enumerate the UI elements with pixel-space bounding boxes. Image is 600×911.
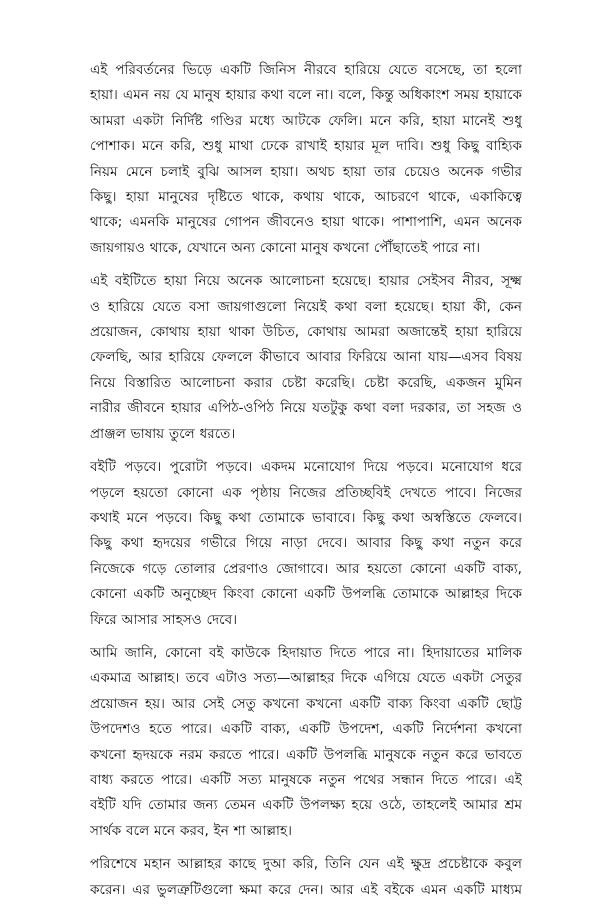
text-line: প্রয়োজন হয়। আর সেই সেতু কখনো কখনো একটি বাক্য কিংবা একটি ছোট্ট [90, 695, 522, 712]
text-line: কিছু। হায়া মানুষের দৃষ্টিতে থাকে, কথায় থাকে, আচরণে থাকে, একাকিত্বে [90, 189, 522, 206]
text-line: আমি জানি, কোনো বই কাউকে হিদায়াত দিতে পারে না। হিদায়াতের মালিক [90, 644, 522, 661]
text-line: এই পরিবর্তনের ভিড়ে একটি জিনিস নীরবে হারিয়ে যেতে বসেছে, তা হলো [90, 62, 522, 78]
paragraph-5 [90, 852, 522, 903]
text-line: জায়গায়ও থাকে, যেখানে অন্য কোনো মানুষ কখনো পৌঁছাতেই পারে না। [90, 239, 481, 256]
page-body [90, 58, 522, 911]
text-line: পড়লে হয়তো কোনো এক পৃষ্ঠায় নিজের প্রতিচ্ছবিই দেখতে পাবে। নিজের [90, 484, 522, 501]
text-line: প্রাঞ্জল ভাষায় তুলে ধরতে। [90, 425, 236, 442]
text-line: নিজেকে গড়ে তোলার প্রেরণাও জোগাবে। আর হয়তো কোনো একটি বাক্য, [90, 560, 522, 577]
text-line: এই বইটিতে হায়া নিয়ে অনেক আলোচনা হয়েছে। হায়ার সেইসব নীরব, সূক্ষ্ম [90, 273, 522, 290]
paragraph-3 [90, 455, 522, 633]
text-line: পোশাক। মনে করি, শুধু মাথা ঢেকে রাখাই হায়ার মূল দাবি। শুধু কিছু বাহ্যিক [90, 138, 522, 155]
text-line: হায়া। এমন নয় যে মানুষ হায়ার কথা বলে না। বলে, কিন্তু অধিকাংশ সময় হায়াকে [90, 87, 522, 104]
text-line: কখনো হৃদয়কে নরম করতে পারে। একটি উপলব্ধি মানুষকে নতুন করে ভাবতে [90, 746, 522, 763]
text-line: কথাই মনে পড়বে। কিছু কথা তোমাকে ভাবাবে। কিছু কথা অস্বস্তিতে ফেলবে। [90, 509, 522, 526]
text-line: নিয়ম মেনে চলাই বুঝি আসল হায়া। অথচ হায়া তার চেয়েও অনেক গভীর [90, 163, 522, 180]
paragraph-1 [90, 58, 522, 261]
text-line: ফিরে আসার সাহসও দেবে। [90, 611, 238, 628]
paragraph-4 [90, 641, 522, 844]
text-line: করেন। এর ভুলত্রুটিগুলো ক্ষমা করে দেন। আর এই বইকে এমন একটি মাধ্যম [90, 881, 522, 898]
text-line: আমরা একটা নির্দিষ্ট গণ্ডির মধ্যে আটকে ফেলি। মনে করি, হায়া মানেই শুধু [90, 112, 522, 129]
text-line: একমাত্র আল্লাহ। তবে এটাও সত্য—আল্লাহর দিকে এগিয়ে যেতে একটা সেতুর [90, 670, 522, 687]
text-line: নিয়ে বিস্তারিত আলোচনা করার চেষ্টা করেছি। চেষ্টা করেছি, একজন মুমিন [90, 374, 522, 391]
text-line: বইটি যদি তোমার জন্য তেমন একটি উপলক্ষ্য হয়ে ওঠে, তাহলেই আমার শ্রম [90, 797, 522, 814]
text-line: পরিশেষে মহান আল্লাহর কাছে দুআ করি, তিনি যেন এই ক্ষুদ্র প্রচেষ্টাকে কবুল [90, 856, 522, 873]
text-line: কোনো একটি অনুচ্ছেদ কিংবা কোনো একটি উপলব্ধি তোমাকে আল্লাহর দিকে [90, 586, 522, 603]
text-line: কিছু কথা হৃদয়ের গভীরে গিয়ে নাড়া দেবে। আবার কিছু কথা নতুন করে [90, 535, 522, 552]
text-line: থাকে; এমনকি মানুষের গোপন জীবনেও হায়া থাকে। পাশাপাশি, এমন অনেক [90, 214, 522, 231]
text-line: বাধ্য করতে পারে। একটি সত্য মানুষকে নতুন পথের সন্ধান দিতে পারে। এই [90, 771, 522, 788]
paragraph-2 [90, 269, 522, 447]
text-line: সার্থক বলে মনে করব, ইন শা আল্লাহ। [90, 822, 292, 839]
text-line: উপদেশও হতে পারে। একটি বাক্য, একটি উপদেশ, একটি নির্দেশনা কখনো [90, 721, 522, 738]
text-line: প্রয়োজন, কোথায় হায়া থাকা উচিত, কোথায় আমরা অজান্তেই হায়া হারিয়ে [90, 324, 522, 341]
text-line: নারীর জীবনে হায়ার এপিঠ-ওপিঠ নিয়ে যতটুকু কথা বলা দরকার, তা সহজ ও [90, 400, 522, 417]
text-line: বইটি পড়বে। পুরোটা পড়বে। একদম মনোযোগ দিয়ে পড়বে। মনোযোগ ধরে [90, 459, 522, 476]
text-line: ও হারিয়ে যেতে বসা জায়গাগুলো নিয়েই কথা বলা হয়েছে। হায়া কী, কেন [90, 298, 522, 315]
text-line: ফেলছি, আর হারিয়ে ফেললে কীভাবে আবার ফিরিয়ে আনা যায়—এসব বিষয় [90, 349, 522, 366]
